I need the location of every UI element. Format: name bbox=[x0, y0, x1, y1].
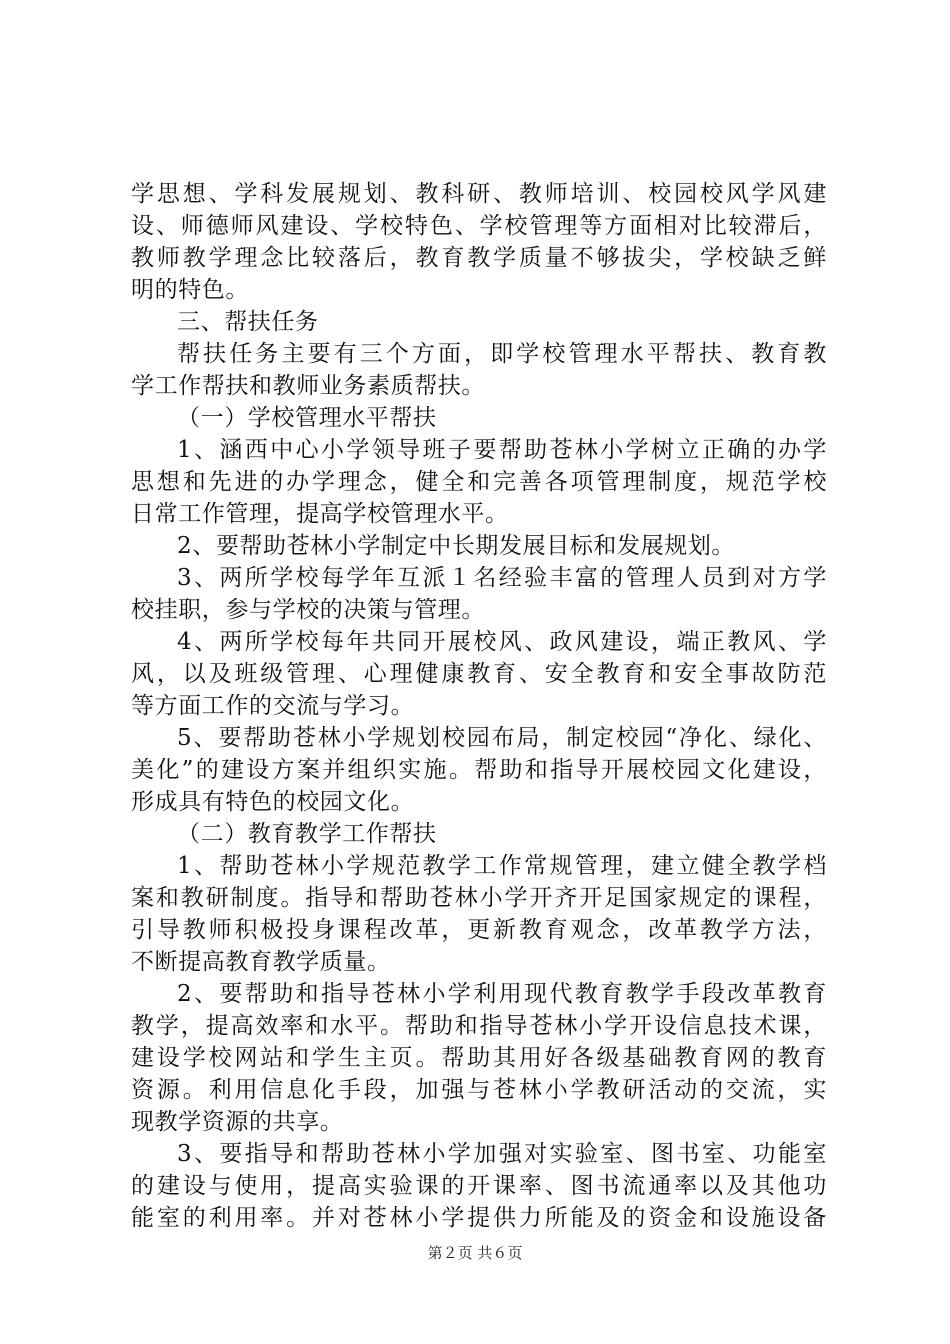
page-number: 第２页 共６页 bbox=[427, 1244, 523, 1262]
text-line: 设、师德师风建设、学校特色、学校管理等方面相对比较滞后， bbox=[131, 213, 827, 239]
text-line: 1、帮助苍林小学规范教学工作常规管理，建立健全教学档 bbox=[177, 853, 827, 879]
text-line: 学思想、学科发展规划、教科研、教师培训、校园校风学风建 bbox=[131, 181, 827, 207]
text-line: 能室的利用率。并对苍林小学提供力所能及的资金和设施设备 bbox=[131, 1205, 827, 1231]
subsection-heading: （一）学校管理水平帮扶 bbox=[177, 405, 437, 431]
text-line: 校挂职，参与学校的决策与管理。 bbox=[131, 597, 485, 623]
text-line: 美化”的建设方案并组织实施。帮助和指导开展校园文化建设， bbox=[131, 757, 827, 783]
text-line: 2、要帮助苍林小学制定中长期发展目标和发展规划。 bbox=[177, 533, 736, 559]
text-line: 1、涵西中心小学领导班子要帮助苍林小学树立正确的办学 bbox=[177, 437, 827, 463]
subsection-heading: （二）教育教学工作帮扶 bbox=[177, 821, 437, 847]
text-line: 4、两所学校每年共同开展校风、政风建设，端正教风、学 bbox=[177, 629, 827, 655]
text-line: 教学，提高效率和水平。帮助和指导苍林小学开设信息技术课， bbox=[131, 1013, 827, 1039]
text-line: 明的特色。 bbox=[131, 277, 249, 303]
text-line: 教师教学理念比较落后，教育教学质量不够拔尖，学校缺乏鲜 bbox=[131, 245, 827, 271]
text-line: 3、两所学校每学年互派１名经验丰富的管理人员到对方学 bbox=[177, 565, 827, 591]
text-line: 案和教研制度。指导和帮助苍林小学开齐开足国家规定的课程， bbox=[131, 885, 827, 911]
text-line: 5、要帮助苍林小学规划校园布局，制定校园“净化、绿化、 bbox=[177, 725, 827, 751]
text-line: 引导教师积极投身课程改革，更新教育观念，改革教学方法， bbox=[131, 917, 827, 943]
text-line: 不断提高教育教学质量。 bbox=[131, 949, 391, 975]
text-line: 日常工作管理，提高学校管理水平。 bbox=[131, 501, 509, 527]
text-line: 风，以及班级管理、心理健康教育、安全教育和安全事故防范 bbox=[131, 661, 827, 687]
text-line: 学工作帮扶和教师业务素质帮扶。 bbox=[131, 373, 485, 399]
text-line: 思想和先进的办学理念，健全和完善各项管理制度，规范学校 bbox=[131, 469, 827, 495]
text-line: 形成具有特色的校园文化。 bbox=[131, 789, 415, 815]
text-line: 等方面工作的交流与学习。 bbox=[131, 693, 415, 719]
text-line: 现教学资源的共享。 bbox=[131, 1109, 344, 1135]
text-line: 帮扶任务主要有三个方面，即学校管理水平帮扶、教育教 bbox=[177, 341, 827, 367]
text-line: 2、要帮助和指导苍林小学利用现代教育教学手段改革教育 bbox=[177, 981, 827, 1007]
text-line: 资源。利用信息化手段，加强与苍林小学教研活动的交流，实 bbox=[131, 1077, 827, 1103]
document-body bbox=[131, 178, 827, 1234]
text-line: 的建设与使用，提高实验课的开课率、图书流通率以及其他功 bbox=[131, 1173, 827, 1199]
text-line: 3、要指导和帮助苍林小学加强对实验室、图书室、功能室 bbox=[177, 1141, 827, 1167]
text-line: 建设学校网站和学生主页。帮助其用好各级基础教育网的教育 bbox=[131, 1045, 827, 1071]
section-heading: 三、帮扶任务 bbox=[177, 309, 319, 335]
